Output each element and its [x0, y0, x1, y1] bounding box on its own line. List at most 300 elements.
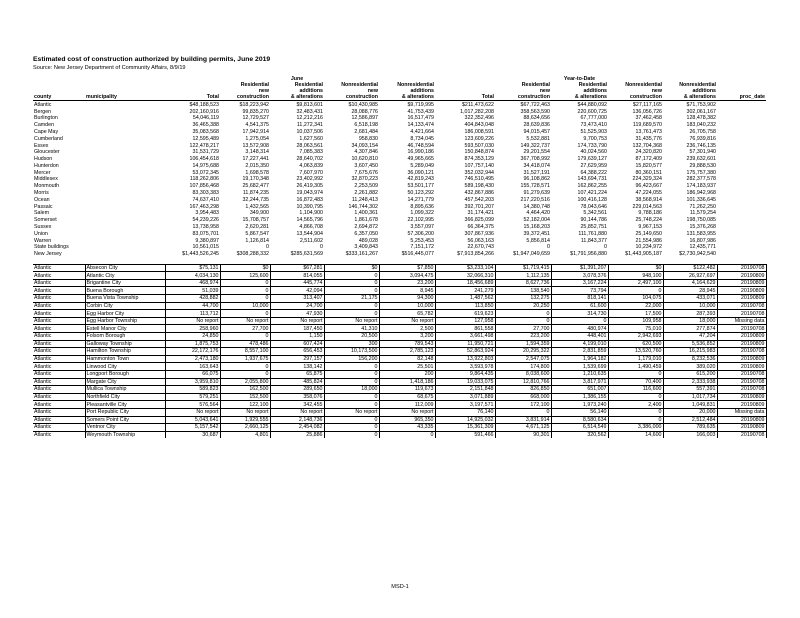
- table-cell: Mullica Township: [85, 386, 165, 394]
- table-cell: 8,895,636: [410, 203, 434, 210]
- table-cell: 54,239,226: [192, 217, 219, 224]
- table-cell: 0: [324, 378, 379, 386]
- table-cell: 16,990,186: [407, 149, 434, 156]
- table-cell: 31,174,421: [467, 210, 494, 217]
- table-cell: 13,544,904: [296, 230, 323, 237]
- table-cell: [717, 129, 766, 136]
- table-cell: Atlantic: [33, 424, 85, 432]
- table-cell: 14,600: [608, 431, 663, 438]
- table-cell: 4,421,664: [410, 128, 434, 135]
- table-cell: 3,607,450: [354, 162, 378, 169]
- table-cell: 1,937,675: [220, 355, 270, 363]
- table-cell: 44,700: [165, 302, 220, 310]
- table-cell: 3,078,376: [551, 272, 608, 280]
- table-cell: Atlantic: [34, 101, 52, 108]
- table-cell: Atlantic: [33, 348, 85, 356]
- table-cell: Salem: [34, 210, 50, 217]
- table-cell: 8,734,045: [410, 135, 434, 142]
- col-header-line3: Total: [165, 94, 220, 101]
- table-cell: 9,380,897: [195, 237, 219, 244]
- table-cell: 128,478,382: [686, 115, 716, 122]
- table-cell: 22,102,995: [407, 217, 434, 224]
- table-row: [33, 279, 766, 287]
- col-header-line2: new: [258, 88, 269, 95]
- table-cell: 448,401: [551, 333, 608, 341]
- table-cell: 1,099,322: [410, 210, 434, 217]
- table-cell: 198,750,085: [686, 217, 716, 224]
- table-cell: 18,000: [663, 317, 717, 325]
- table-cell: [85, 210, 165, 217]
- table-cell: 14,133,474: [407, 122, 434, 129]
- table-cell: 4,063,839: [299, 162, 323, 169]
- col-header-line2: additions: [692, 88, 716, 95]
- table-cell: 468,974: [165, 279, 220, 287]
- table-cell: $1,391,207: [551, 264, 608, 272]
- table-cell: 74,637,410: [192, 196, 219, 203]
- table-row: [33, 371, 766, 379]
- table-cell: 1,400,361: [354, 210, 378, 217]
- table-cell: [85, 224, 165, 231]
- table-cell: No report: [324, 408, 379, 416]
- table-cell: 12,586,897: [351, 115, 378, 122]
- table-cell: [85, 135, 165, 142]
- table-cell: 5,536,852: [663, 340, 717, 348]
- table-cell: [717, 197, 766, 204]
- table-cell: 0: [324, 287, 379, 295]
- page-footer: MSD-1: [391, 584, 409, 590]
- table-cell: 236,746,135: [686, 142, 716, 149]
- table-cell: 1,275,054: [245, 135, 269, 142]
- table-cell: 146,744,302: [348, 203, 378, 210]
- table-row: [33, 386, 766, 394]
- table-cell: 8,945: [379, 287, 435, 295]
- table-cell: 1,179,010: [608, 355, 663, 363]
- table-cell: 220,600,725: [577, 108, 607, 115]
- table-cell: 1,698,578: [245, 169, 269, 176]
- table-cell: Atlantic: [33, 416, 85, 424]
- table-cell: 68,675: [379, 393, 435, 401]
- table-cell: Margate City: [85, 378, 165, 386]
- table-cell: 300: [324, 340, 379, 348]
- table-cell: 1,112,135: [495, 272, 551, 280]
- table-cell: $1,443,526,245: [182, 251, 219, 258]
- table-cell: 94,300: [379, 295, 435, 303]
- table-cell: 10,173,500: [324, 348, 379, 356]
- table-cell: 6,518,198: [354, 122, 378, 129]
- table-cell: 88,634,656: [523, 115, 550, 122]
- col-header-line1: Residential: [521, 82, 550, 89]
- source-note: Source: New Jersey Department of Community Affairs, 8/9/19: [33, 65, 186, 71]
- table-cell: 24,320,820: [635, 149, 662, 156]
- municipality-body: [33, 264, 766, 438]
- table-cell: 433,071: [663, 295, 717, 303]
- table-cell: 1,150: [270, 333, 324, 341]
- table-cell: 5,157,542: [165, 424, 220, 432]
- table-cell: 2,333,938: [663, 378, 717, 386]
- table-cell: Atlantic: [33, 393, 85, 401]
- table-cell: 287,393: [663, 310, 717, 318]
- table-cell: 56,063,163: [467, 237, 494, 244]
- table-cell: 28,639,836: [523, 122, 550, 129]
- table-cell: 282,377,578: [686, 176, 716, 183]
- table-cell: 96,108,862: [523, 176, 550, 183]
- table-cell: 2,620,281: [245, 224, 269, 231]
- table-cell: 38,568,914: [635, 196, 662, 203]
- table-cell: 0: [551, 317, 608, 325]
- table-cell: 0: [324, 279, 379, 287]
- table-cell: Atlantic: [33, 310, 85, 318]
- table-cell: 320,562: [551, 431, 608, 438]
- table-cell: No report: [165, 408, 220, 416]
- table-cell: Atlantic: [33, 363, 85, 371]
- table-row: [33, 302, 766, 310]
- table-cell: 8,627,736: [495, 279, 551, 287]
- table-cell: 322,352,496: [464, 115, 494, 122]
- table-cell: 90,301: [495, 431, 551, 438]
- table-cell: Pleasantville City: [85, 401, 165, 409]
- table-cell: 0: [608, 408, 663, 416]
- table-cell: 874,353,129: [464, 156, 494, 163]
- table-cell: 20190809: [717, 333, 766, 341]
- table-cell: 20190809: [717, 393, 766, 401]
- table-cell: Cumberland: [34, 135, 63, 142]
- table-cell: 166,003: [663, 431, 717, 438]
- table-cell: 3,817,971: [551, 378, 608, 386]
- table-cell: 14,925,032: [435, 416, 495, 424]
- table-cell: 958,830: [358, 135, 378, 142]
- table-cell: 1,487,562: [435, 295, 495, 303]
- table-cell: 1,126,814: [245, 237, 269, 244]
- table-cell: 1,432,565: [245, 203, 269, 210]
- table-cell: 183,040,232: [686, 122, 716, 129]
- table-cell: Egg Harbor Township: [85, 317, 165, 325]
- table-cell: 15,168,203: [523, 224, 550, 231]
- table-cell: 200: [379, 371, 435, 379]
- table-cell: 20190708: [717, 431, 766, 438]
- table-cell: 0: [220, 287, 270, 295]
- table-cell: 1,627,560: [299, 135, 323, 142]
- table-cell: 32,244,735: [242, 196, 269, 203]
- table-cell: 23,200: [379, 279, 435, 287]
- table-cell: 75,010: [608, 325, 663, 333]
- table-cell: 2,148,736: [270, 416, 324, 424]
- table-cell: 1,875,753: [165, 340, 220, 348]
- table-cell: 47,224,055: [635, 190, 662, 197]
- table-cell: 175,757,380: [686, 169, 716, 176]
- table-cell: 8,038,600: [495, 371, 551, 379]
- table-cell: Atlantic City: [85, 272, 165, 280]
- table-cell: 17,942,914: [242, 128, 269, 135]
- table-cell: 12,435,771: [689, 244, 716, 251]
- table-cell: 0: [220, 279, 270, 287]
- table-row: [33, 231, 766, 238]
- table-cell: No report: [270, 408, 324, 416]
- table-cell: 16,215,983: [663, 348, 717, 356]
- table-cell: 12,810,766: [495, 378, 551, 386]
- table-cell: 14,975,688: [192, 162, 219, 169]
- table-cell: Passaic: [34, 203, 53, 210]
- table-cell: $1,947,049,659: [513, 251, 550, 258]
- table-cell: 32,066,310: [435, 272, 495, 280]
- table-cell: 5,532,881: [526, 135, 550, 142]
- table-cell: 789,635: [663, 424, 717, 432]
- table-cell: 113,850: [435, 302, 495, 310]
- table-cell: 16,807,986: [689, 237, 716, 244]
- table-row: [33, 340, 766, 348]
- table-cell: Atlantic: [33, 401, 85, 409]
- table-cell: 31,531,729: [192, 149, 219, 156]
- table-cell: 26,419,305: [296, 183, 323, 190]
- table-cell: 0: [220, 371, 270, 379]
- table-row: [33, 251, 766, 258]
- table-cell: 0: [324, 401, 379, 409]
- table-row: [33, 264, 766, 272]
- table-cell: 0: [379, 431, 435, 438]
- table-cell: 15,376,268: [689, 224, 716, 231]
- table-cell: 2,511,602: [299, 237, 323, 244]
- table-cell: 0: [324, 363, 379, 371]
- table-row: [33, 431, 766, 438]
- table-cell: 1,490,459: [608, 363, 663, 371]
- table-cell: 132,704,368: [632, 142, 662, 149]
- table-cell: [85, 101, 165, 108]
- table-cell: 163,643: [165, 363, 220, 371]
- col-header-line3: & alterations: [663, 94, 717, 101]
- table-cell: 51,525,903: [580, 128, 607, 135]
- table-cell: 99,835,270: [242, 108, 269, 115]
- table-cell: 3,593,978: [435, 363, 495, 371]
- table-cell: 4,164,629: [663, 279, 717, 287]
- table-cell: 615,200: [663, 371, 717, 379]
- table-cell: 56,140: [551, 408, 608, 416]
- table-cell: 489,028: [358, 237, 378, 244]
- table-cell: [85, 163, 165, 170]
- table-row: [33, 169, 766, 176]
- table-cell: $1,443,905,187: [625, 251, 662, 258]
- table-cell: 814,055: [270, 272, 324, 280]
- table-cell: 19,043,974: [296, 190, 323, 197]
- table-cell: 27,700: [495, 325, 551, 333]
- table-cell: 3,167,224: [551, 279, 608, 287]
- table-cell: 36,090,121: [407, 169, 434, 176]
- table-row: [33, 203, 766, 210]
- col-header-line1: Residential: [240, 82, 269, 89]
- table-cell: 36,465,388: [192, 122, 219, 129]
- table-cell: 65,875: [270, 371, 324, 379]
- table-cell: [717, 163, 766, 170]
- table-cell: 0: [324, 272, 379, 280]
- table-cell: 34,093,154: [351, 142, 378, 149]
- table-cell: 1,049,831: [663, 401, 717, 409]
- table-row: [33, 325, 766, 333]
- table-row: [33, 355, 766, 363]
- table-cell: 28,088,776: [351, 108, 378, 115]
- table-cell: 404,843,048: [464, 122, 494, 129]
- table-cell: 1,210,635: [551, 371, 608, 379]
- table-cell: 0: [324, 393, 379, 401]
- table-cell: 71,262,250: [689, 203, 716, 210]
- table-cell: Camden: [34, 122, 55, 129]
- table-cell: 13,922,803: [435, 355, 495, 363]
- table-cell: 107,856,468: [189, 183, 219, 190]
- table-cell: $1,719,415: [495, 264, 551, 272]
- table-cell: 19,170,348: [242, 176, 269, 183]
- table-row: [33, 210, 766, 217]
- table-cell: Hunterdon: [34, 162, 59, 169]
- table-cell: 3,200: [379, 333, 435, 341]
- table-cell: 10,390,795: [296, 203, 323, 210]
- table-cell: 21,175: [324, 295, 379, 303]
- table-cell: 100,416,128: [577, 196, 607, 203]
- table-cell: Atlantic: [33, 408, 85, 416]
- table-cell: Warren: [34, 237, 52, 244]
- table-cell: New Jersey: [34, 251, 62, 258]
- table-cell: 457,542,203: [464, 196, 494, 203]
- table-cell: $3,233,104: [435, 264, 495, 272]
- table-cell: 13,761,473: [635, 128, 662, 135]
- table-cell: 25,149,650: [635, 230, 662, 237]
- table-cell: 3,386,000: [608, 424, 663, 432]
- table-cell: $308,288,332: [236, 251, 269, 258]
- table-cell: 20190708: [717, 325, 766, 333]
- table-cell: 3,148,314: [245, 149, 269, 156]
- table-cell: 20190809: [717, 279, 766, 287]
- table-cell: No report: [379, 317, 435, 325]
- table-cell: 15,361,309: [435, 424, 495, 432]
- table-cell: Middlesex: [34, 176, 58, 183]
- table-cell: 576,564: [165, 401, 220, 409]
- table-cell: 106,454,618: [189, 156, 219, 163]
- table-cell: Morris: [34, 190, 49, 197]
- table-cell: Atlantic: [33, 340, 85, 348]
- table-cell: 7,607,970: [299, 169, 323, 176]
- table-cell: 202,160,916: [189, 108, 219, 115]
- table-cell: 138,142: [270, 363, 324, 371]
- table-cell: 579,251: [165, 393, 220, 401]
- table-cell: Essex: [34, 142, 49, 149]
- table-cell: 3,071,889: [435, 393, 495, 401]
- table-cell: 432,867,886: [464, 190, 494, 197]
- table-cell: 0: [604, 244, 607, 251]
- table-cell: Atlantic: [33, 355, 85, 363]
- table-cell: [717, 142, 766, 149]
- table-cell: 107,421,224: [577, 190, 607, 197]
- table-cell: Atlantic: [33, 287, 85, 295]
- construction-cost-table: [33, 76, 767, 438]
- table-cell: 174,800: [495, 363, 551, 371]
- table-cell: 179,639,127: [577, 156, 607, 163]
- table-cell: 32,870,223: [351, 176, 378, 183]
- table-cell: 20,295,322: [495, 348, 551, 356]
- table-cell: [85, 251, 165, 258]
- table-cell: 0: [324, 431, 379, 438]
- table-cell: 150,848,874: [464, 149, 494, 156]
- table-cell: 66,075: [165, 371, 220, 379]
- table-cell: Buena Borough: [85, 287, 165, 295]
- table-cell: Longport Borough: [85, 371, 165, 379]
- table-cell: Linwood City: [85, 363, 165, 371]
- table-cell: 52,182,004: [523, 217, 550, 224]
- table-cell: [717, 251, 766, 258]
- table-cell: 111,761,880: [578, 230, 607, 237]
- table-cell: $10,430,985: [348, 101, 378, 108]
- table-cell: 41,310: [324, 325, 379, 333]
- table-cell: 2,500: [379, 325, 435, 333]
- table-cell: 20190809: [717, 401, 766, 409]
- table-cell: 83,075,701: [192, 230, 219, 237]
- table-cell: 13,738,958: [192, 224, 219, 231]
- table-cell: 818,141: [551, 295, 608, 303]
- table-cell: 2,660,125: [220, 424, 270, 432]
- table-cell: 0: [324, 302, 379, 310]
- table-cell: [717, 135, 766, 142]
- table-row: [33, 122, 766, 129]
- table-cell: 12,595,489: [192, 135, 219, 142]
- table-cell: 0: [220, 363, 270, 371]
- table-cell: $516,445,077: [401, 251, 434, 258]
- table-cell: 789,543: [379, 340, 435, 348]
- table-cell: 352,032,944: [464, 169, 494, 176]
- table-cell: 39,372,451: [523, 230, 550, 237]
- table-cell: [717, 169, 766, 176]
- table-cell: 162,862,255: [577, 183, 607, 190]
- table-row: [33, 333, 766, 341]
- table-cell: 1,386,155: [551, 393, 608, 401]
- table-cell: 28,640,702: [296, 156, 323, 163]
- table-cell: 22,172,176: [165, 348, 220, 356]
- table-cell: 20190809: [717, 416, 766, 424]
- table-cell: $2,730,942,540: [679, 251, 716, 258]
- table-cell: Atlantic: [33, 295, 85, 303]
- table-cell: 53,072,345: [192, 169, 219, 176]
- table-cell: [717, 210, 766, 217]
- table-cell: Somerset: [34, 217, 57, 224]
- table-cell: 0: [495, 317, 551, 325]
- table-cell: [717, 244, 766, 251]
- table-cell: 258,960: [165, 325, 220, 333]
- table-cell: 1,418,186: [379, 378, 435, 386]
- col-header-line3: & alterations: [379, 94, 435, 101]
- table-cell: 12,729,527: [242, 115, 269, 122]
- table-row: [33, 363, 766, 371]
- table-cell: [717, 115, 766, 122]
- table-cell: [85, 237, 165, 244]
- table-cell: 82,148: [379, 355, 435, 363]
- col-header-line3: construction: [220, 94, 270, 101]
- table-cell: $48,188,523: [189, 101, 219, 108]
- table-cell: 122,478,217: [189, 142, 219, 149]
- table-row: [33, 217, 766, 224]
- table-cell: Bergen: [34, 108, 52, 115]
- table-cell: 109,958: [608, 317, 663, 325]
- table-cell: [717, 108, 766, 115]
- table-cell: 7,151,172: [410, 244, 434, 251]
- table-cell: 826,850: [495, 386, 551, 394]
- table-cell: 24,700: [270, 302, 324, 310]
- table-cell: 29,201,554: [523, 149, 550, 156]
- table-cell: $7,913,854,266: [457, 251, 494, 258]
- table-cell: 20190708: [717, 371, 766, 379]
- table-cell: Burlington: [34, 115, 58, 122]
- table-row: [33, 190, 766, 197]
- table-cell: 28,945: [663, 287, 717, 295]
- table-cell: [85, 108, 165, 115]
- table-cell: 5,856,814: [526, 237, 550, 244]
- table-cell: 3,094,475: [379, 272, 435, 280]
- table-cell: 20190809: [717, 424, 766, 432]
- table-cell: 224,329,324: [632, 176, 662, 183]
- table-cell: 428,882: [165, 295, 220, 303]
